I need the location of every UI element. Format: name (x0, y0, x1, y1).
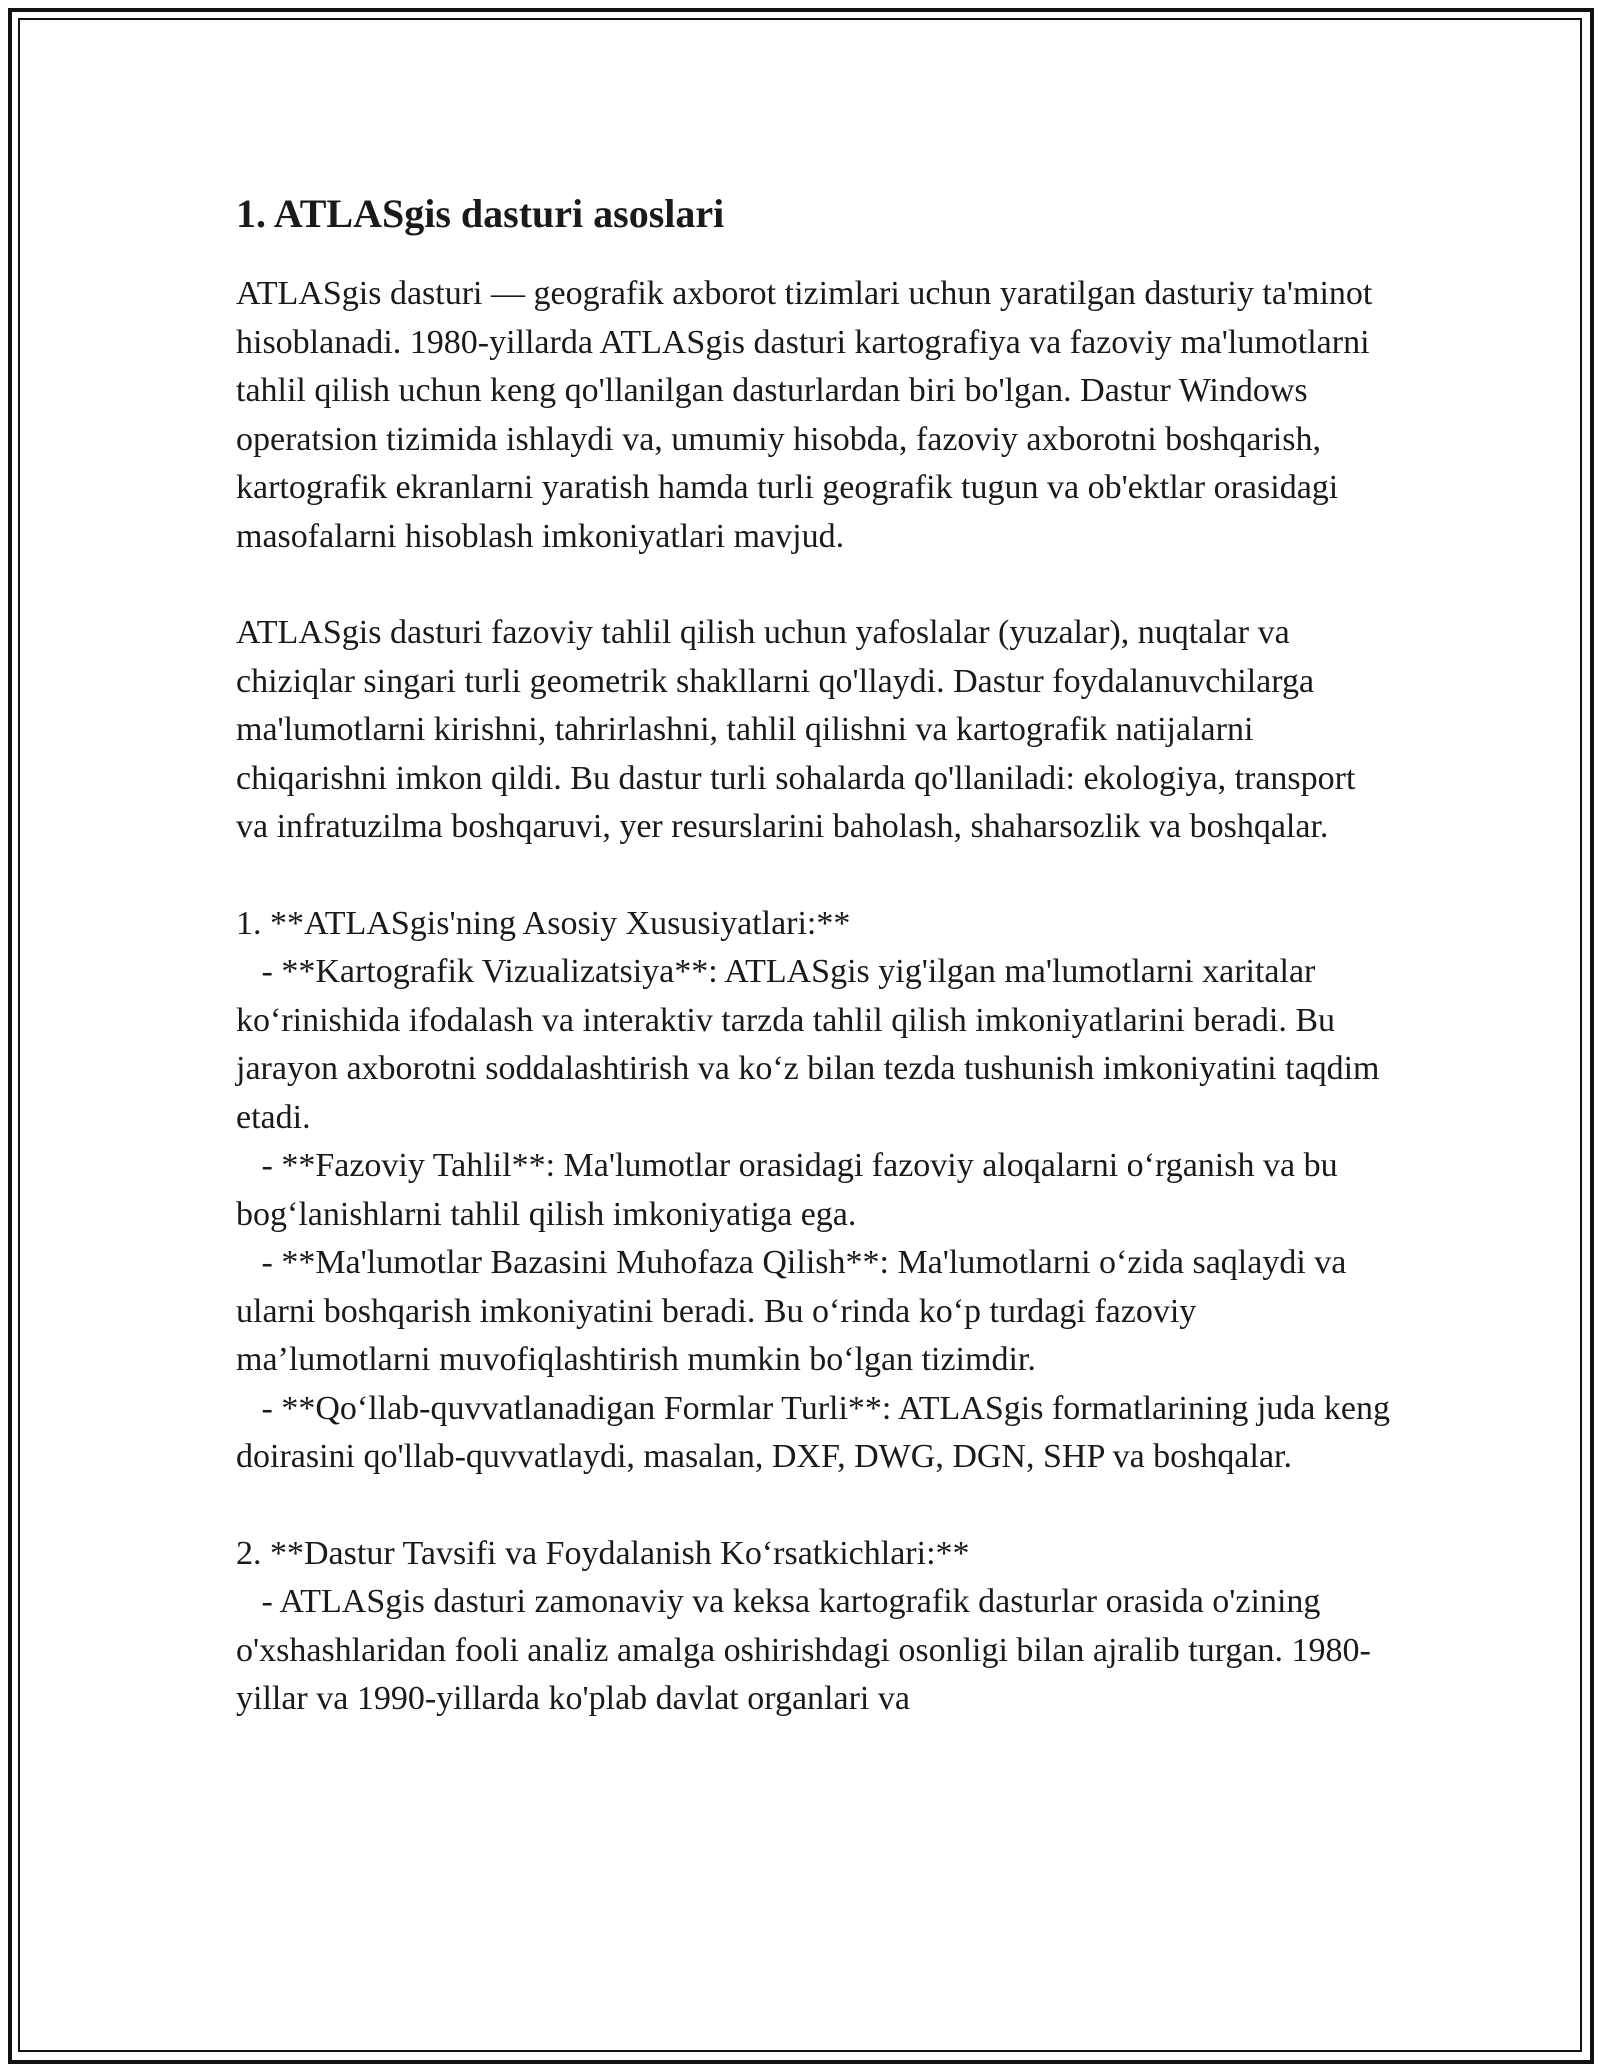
body-paragraph: ATLASgis dasturi fazoviy tahlil qilish uchun yafoslalar (yuzalar), nuqtalar va chiziqlar singari turli geometrik shakllarni qo'llaydi. Dastur foydalanuvchilarga ma'lumotlarni kirishni, tahrirlashni, tahlil qilishni va kartografik natijalarni chiqarishni imkon qildi. Bu dastur turli sohalarda qo'llaniladi: ekologiya, transport va infratuzilma boshqaruvi, yer resurslarini baholash, shaharsozlik va boshqalar. (236, 614, 1364, 845)
section-heading: 1. ATLASgis dasturi asoslari (236, 191, 725, 236)
list-item-cartographic-visualization: - **Kartografik Vizualizatsiya**: ATLASgis yig'ilgan ma'lumotlarni xaritalar koʻrinishida ifodalash va interaktiv tarzda tahlil qilish imkoniyatlarini beradi. Bu jarayon axborotni soddalashtirish va koʻz bilan tezda tushunish imkoniyatini taqdim etadi. (236, 953, 1388, 1136)
document-page (236, 186, 1399, 1724)
list-section-title: 2. **Dastur Tavsifi va Foydalanish Koʻrsatkichlari:** (236, 1534, 970, 1572)
list-item-database-protection: - **Ma'lumotlar Bazasini Muhofaza Qilish**: Ma'lumotlarni oʻzida saqlaydi va ularni boshqarish imkoniyatini beradi. Bu oʻrinda koʻp turdagi fazoviy ma’lumotlarni muvofiqlashtirish mumkin boʻlgan tizimdir. (236, 1244, 1355, 1378)
list-item-supported-formats: - **Qoʻllab-quvvatlanadigan Formlar Turli**: ATLASgis formatlarining juda keng doirasini qo'llab-quvvatlaydi, masalan, DXF, DWG, DGN, SHP va boshqalar. (236, 1389, 1399, 1475)
intro-paragraph: ATLASgis dasturi — geografik axborot tizimlari uchun yaratilgan dasturiy ta'minot hisoblanadi. 1980-yillarda ATLASgis dasturi kartografiya va fazoviy ma'lumotlarni tahlil qilish uchun keng qo'llanilgan dasturlardan biri bo'lgan. Dastur Windows operatsion tizimida ishlaydi va, umumiy hisobda, fazoviy axborotni boshqarish, kartografik ekranlarni yaratish hamda turli geografik tugun va ob'ektlar orasidagi masofalarni hisoblash imkoniyatlari mavjud. (236, 275, 1381, 555)
paragraph-gap (236, 1482, 1396, 1530)
paragraph-gap (236, 561, 1396, 609)
list-section-title: 1. **ATLASgis'ning Asosiy Xususiyatlari:** (236, 904, 851, 942)
paragraph-gap (236, 852, 1396, 900)
list-item-spatial-analysis: - **Fazoviy Tahlil**: Ma'lumotlar orasidagi fazoviy aloqalarni oʻrganish va bu bogʻlanishlarni tahlil qilish imkoniyatiga ega. (236, 1147, 1347, 1233)
list-item-program-description: - ATLASgis dasturi zamonaviy va keksa kartografik dasturlar orasida o'zining o'xshashlaridan fooli analiz amalga oshirishdagi osonligi bilan ajralib turgan. 1980-yillar va 1990-yillarda ko'plab davlat organlari va (236, 1583, 1371, 1717)
